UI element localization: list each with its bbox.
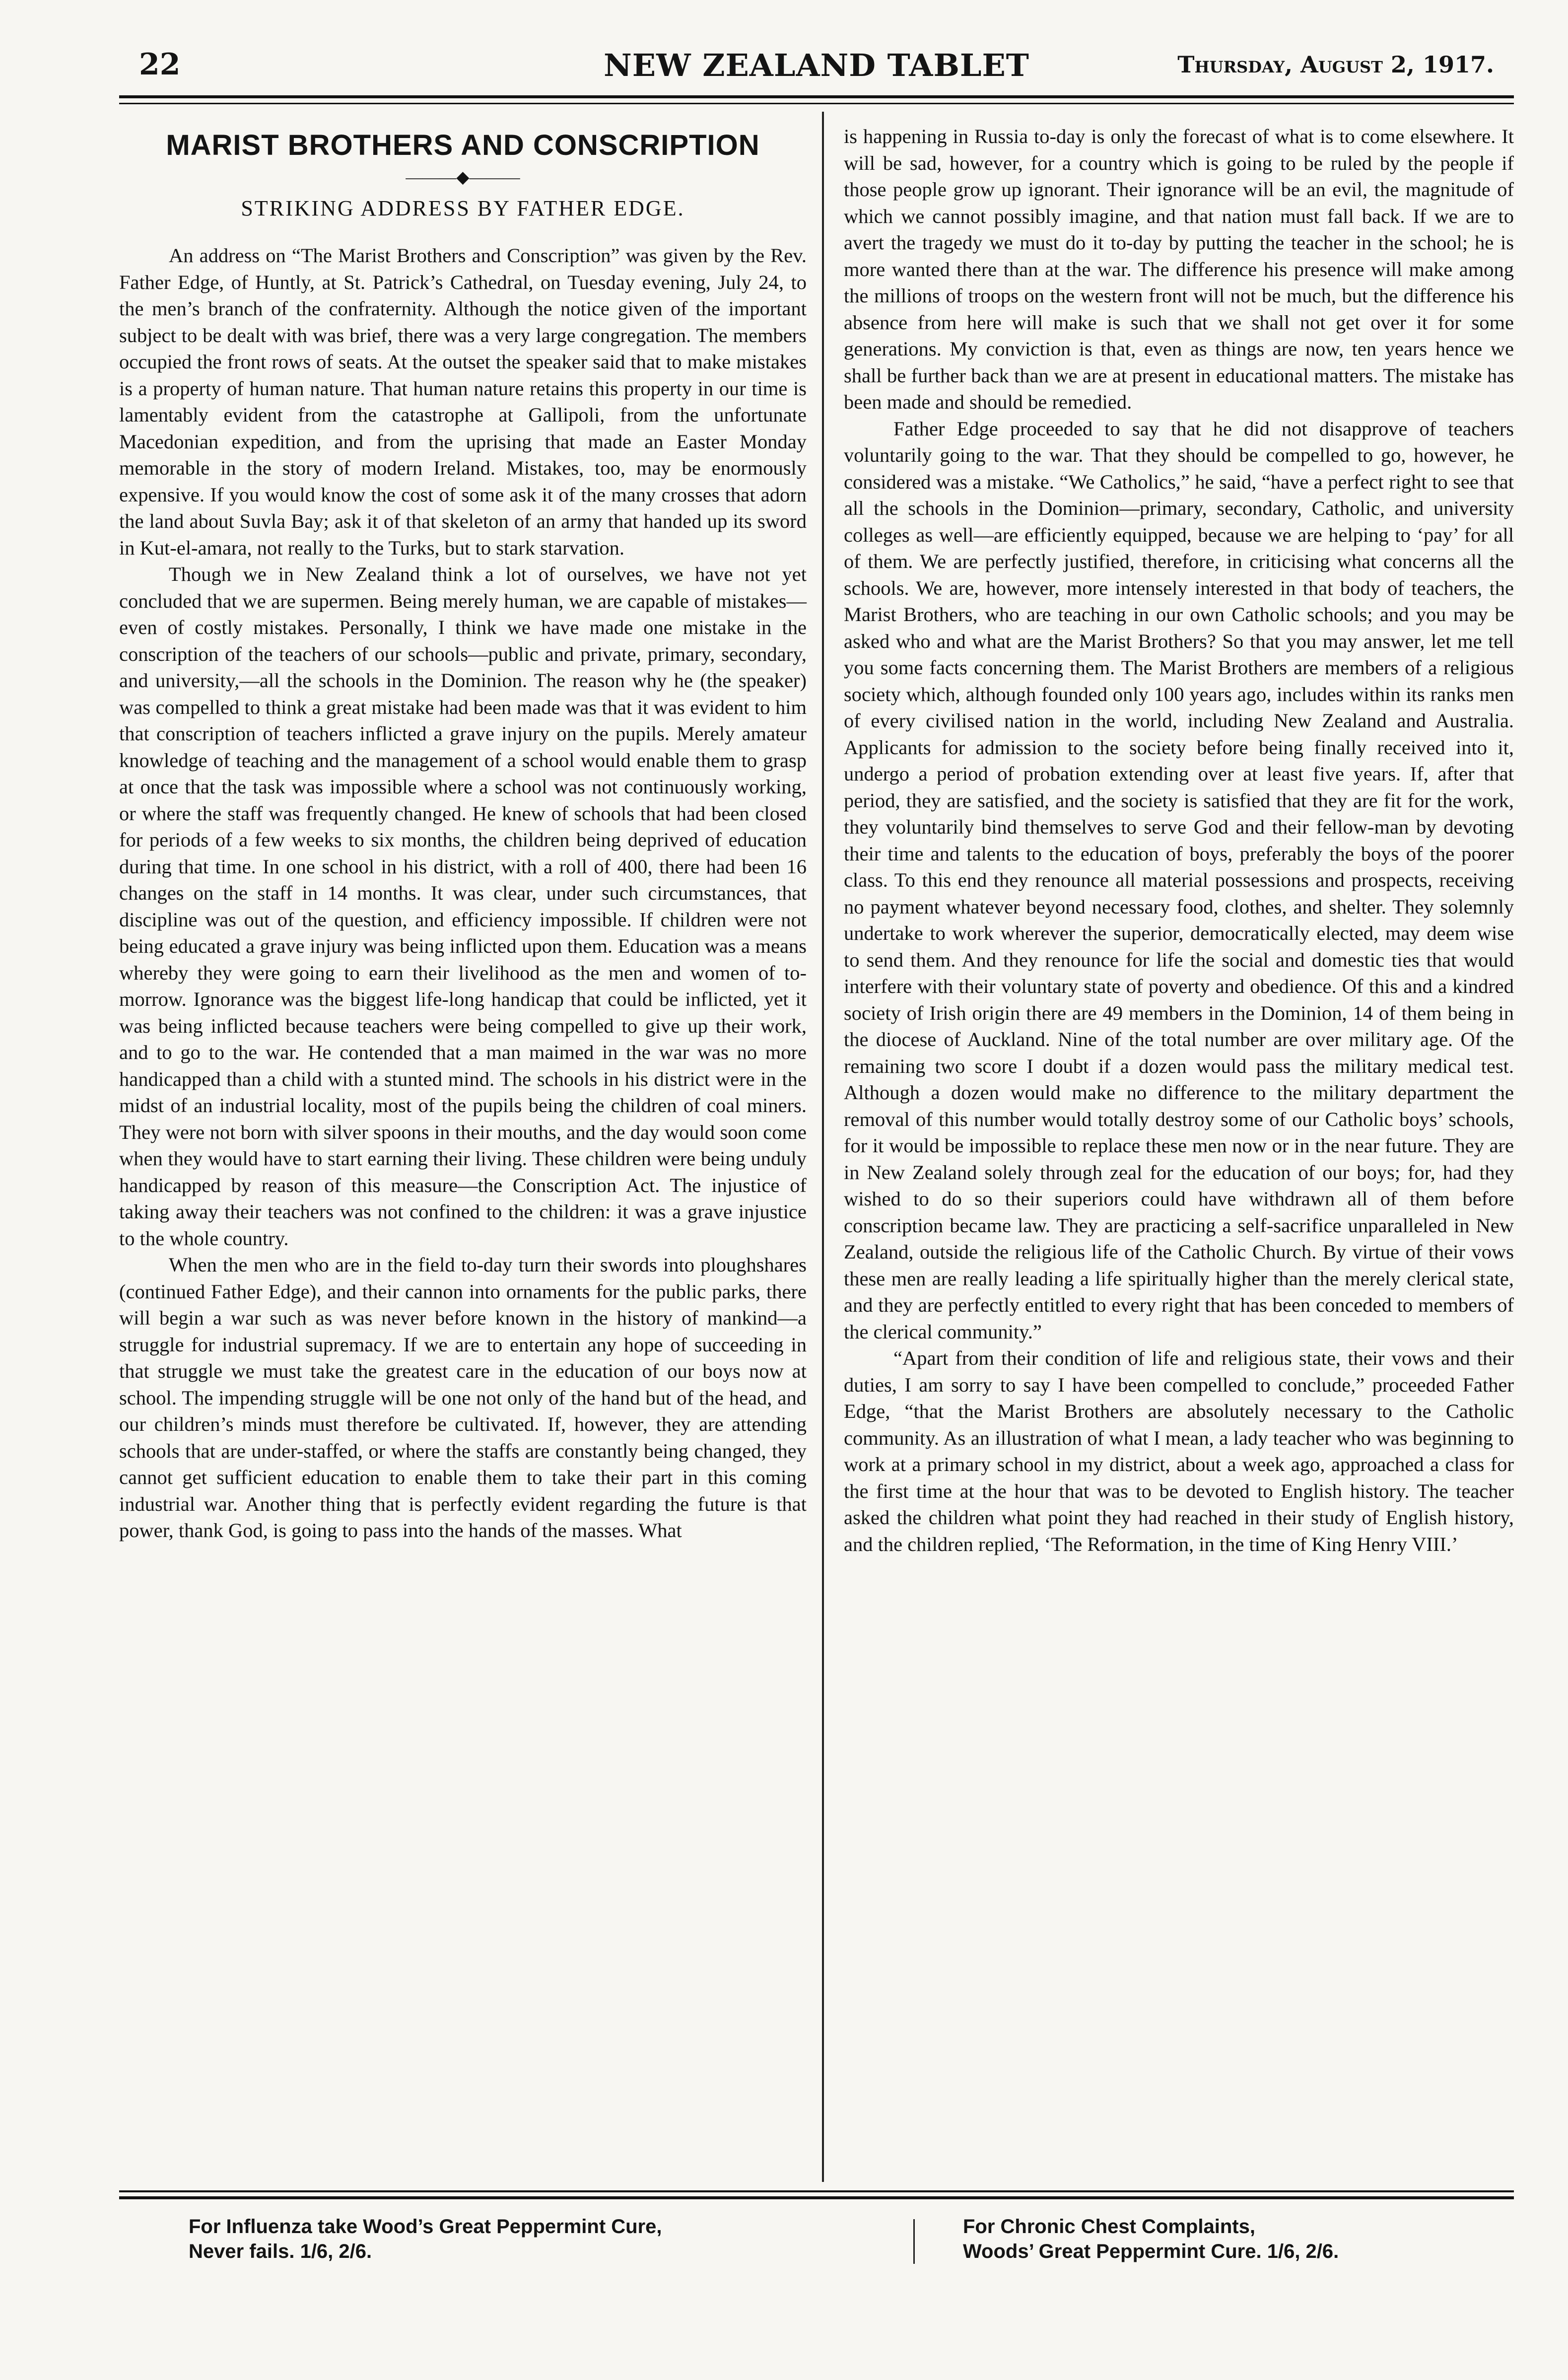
publication-title: NEW ZEALAND TABLET bbox=[604, 47, 1029, 83]
paragraph: “Apart from their condition of life and religious state, their vows and their duties, I am sorry to say I have been compelled to conclude,” proceeded Father Edge, “that the Marist Brothers are absolutely necessary to the Catholic community. As an illustration of what I mean, a lady teacher who was beginning to work at a primary school in my district, about a week ago, approached a class for the first time at the hour that was to be devoted to English history. The teacher asked the children what point they had reached in their study of English history, and the children replied, ‘The Reformation, in the time of King Henry VIII.’ bbox=[844, 1347, 1514, 1555]
paragraph: Though we in New Zealand think a lot of ourselves, we have not yet concluded that we are supermen. Being merely human, we are capable of mistakes—even of costly mistakes. Personally, I think we have made one mistake in the conscription of the teachers of our schools—public and private, primary, secondary, and university,—all the schools in the Dominion. The reason why he (the speaker) was compelled to think a great mistake had been made was that it was evident to him that conscription of teachers inflicted a grave injury on the pupils. Merely amateur knowledge of teaching and the management of a school would enable them to grasp at once that the task was impossible where a school was not continuously working, or where the staff was frequently changed. He knew of schools that had been closed for periods of a few weeks to six months, the children being deprived of education during that time. In one school in his district, with a roll of 400, there had been 16 changes on the staff in 14 months. It was clear, under such circumstances, that discipline was out of the question, and efficiency impossible. If children were not being educated a grave injury was being inflicted upon them. Education was a means whereby they were going to earn their livelihood as the men and women of to-morrow. Ignorance was the biggest life-long handicap that could be inflicted, yet it was being inflicted because teachers were being compelled to give up their work, and to go to the war. He contended that a man maimed in the war was no more handicapped than a child with a stunted mind. The schools in his district were in the midst of an industrial locality, most of the pupils being the children of coal miners. They were not born with silver spoons in their mouths, and the day would soon come when they would have to start earning their living. These children were being unduly handicapped by reason of this measure—the Conscription Act. The injustice of taking away their teachers was not confined to the children: it was a grave injustice to the whole country. bbox=[119, 563, 807, 1250]
advertisements bbox=[119, 2214, 1514, 2313]
advert-chest bbox=[963, 2214, 1509, 2264]
header-rule-thin bbox=[119, 103, 1514, 104]
article-headline: MARIST BROTHERS AND CONSCRIPTION bbox=[166, 129, 760, 161]
footer-rule-thin bbox=[119, 2190, 1514, 2192]
paragraph: is happening in Russia to-day is only the forecast of what is to come elsewhere. It will be sad, however, for a country which is going to be ruled by the people if those people grow up ignorant. Their ignorance will be an evil, the magnitude of which we cannot possibly imagine, and that nation must fall back. If we are to avert the tragedy we must do it to-day by putting the teacher in the school; he is more wanted there than at the war. The difference his presence will make among the millions of troops on the western front will not be much, but the difference his absence from here will make is such that we shall not get over it for some generations. My conviction is that, even as things are now, ten years hence we shall be further back than we are at present in educational matters. The mistake has been made and should be remedied. bbox=[844, 125, 1514, 413]
article-subheading: STRIKING ADDRESS BY FATHER EDGE. bbox=[241, 196, 685, 220]
article-column-right bbox=[844, 123, 1514, 1557]
advert-divider bbox=[913, 2219, 915, 2264]
advert-line: For Chronic Chest Complaints, bbox=[963, 2216, 1255, 2238]
advert-influenza bbox=[189, 2214, 933, 2264]
paragraph: An address on “The Marist Brothers and Conscription” was given by the Rev. Father Edge, of Huntly, at St. Patrick’s Cathedral, on Tuesday evening, July 24, to the men’s branch of the confraternity. Although the notice given of the important subject to be dealt with was brief, there was a very large congregation. The members occupied the front rows of seats. At the outset the speaker said that to make mistakes is a property of human nature. That human nature retains this property in our time is lamentably evident from the catastrophe at Gallipoli, from the unfortunate Macedonian expedition, and from the uprising that made an Easter Monday memorable in the story of modern Ireland. Mistakes, too, may be enormously expensive. If you would know the cost of some ask it of the many crosses that adorn the land about Suvla Bay; ask it of that skeleton of an army that handed up its sword in Kut-el-amara, not really to the Turks, but to stark starvation. bbox=[119, 244, 807, 559]
paragraph: Father Edge proceeded to say that he did not disapprove of teachers voluntarily going to the war. That they should be compelled to go, however, he considered was a mistake. “We Catholics,” he said, “have a perfect right to see that all the schools in the Dominion—primary, secondary, Catholic, and university colleges as well—are efficiently equipped, because we are helping to ‘pay’ for all of them. We are perfectly justified, therefore, in criticising what concerns all the schools. We are, however, more intensely interested in that body of teachers, the Marist Brothers, who are teaching in our own Catholic schools; and you may be asked who and what are the Marist Brothers? So that you may answer, let me tell you some facts concerning them. The Marist Brothers are members of a religious society which, although founded only 100 years ago, includes within its ranks men of every civilised nation in the world, including New Zealand and Australia. Applicants for admission to the society before being finally received into it, undergo a period of probation extending over at least five years. If, after that period, they are satisfied, and the society is satisfied that they are fit for the work, they voluntarily bind themselves to serve God and their fellow-man by devoting their time and talents to the education of boys, preferably the boys of the poorer class. To this end they renounce all material possessions and prospects, receiving no payment whatever beyond necessary food, clothes, and shelter. They solemnly undertake to work wherever the superior, democratically elected, may deem wise to send them. And they renounce for life the social and domestic ties that would interfere with their voluntary state of poverty and obedience. Of this and a kindred society of Irish origin there are 49 members in the Dominion, 14 of them being in the diocese of Auckland. Nine of the total number are over military age. Of the remaining two score I doubt if a dozen would pass the military medical test. Although a dozen would make no difference to the military department the removal of this number would totally destroy some of our Catholic boys’ schools, for it would be impossible to replace these men now or in the near future. They are in New Zealand solely through zeal for the education of our boys; for, had they wished to do so their superiors could have withdrawn all of them before conscription became law. They are practicing a self-sacrifice unparalleled in New Zealand, outside the religious life of the Catholic Church. By virtue of their vows these men are really leading a life spiritually higher than the merely clerical state, and they are perfectly entitled to every right that has been conceded to members of the clerical community.” bbox=[844, 417, 1514, 1343]
footer-rule bbox=[119, 2196, 1514, 2199]
advert-line: Woods’ Great Peppermint Cure. 1/6, 2/6. bbox=[963, 2240, 1339, 2262]
paragraph: When the men who are in the field to-day turn their swords into ploughshares (continued Father Edge), and their cannon into ornaments for the public parks, there will begin a war such as was never before known in the history of mankind—a struggle for industrial supremacy. If we are to entertain any hope of succeeding in that struggle we must take the greatest care in the education of our boys now at school. The impending struggle will be one not only of the hand but of the head, and our children’s minds must therefore be cultivated. If, however, they are attending schools that are under-staffed, or where the staffs are constantly being changed, they cannot get sufficient education to enable them to take their part in this coming industrial war. Another thing that is perfectly evident regarding the future is that power, thank God, is going to pass into the hands of the masses. What bbox=[119, 1254, 807, 1541]
column-divider bbox=[822, 112, 824, 2182]
issue-date: Thursday, August 2, 1917. bbox=[1177, 51, 1494, 78]
ornament-divider: ———◆——— bbox=[406, 168, 520, 187]
advert-line: For Influenza take Wood’s Great Peppermint Cure, bbox=[189, 2216, 662, 2238]
page-header bbox=[119, 47, 1514, 92]
page-number: 22 bbox=[139, 47, 181, 82]
header-rule bbox=[119, 95, 1514, 98]
article-column-left bbox=[119, 119, 807, 1544]
advert-line: Never fails. 1/6, 2/6. bbox=[189, 2240, 372, 2262]
